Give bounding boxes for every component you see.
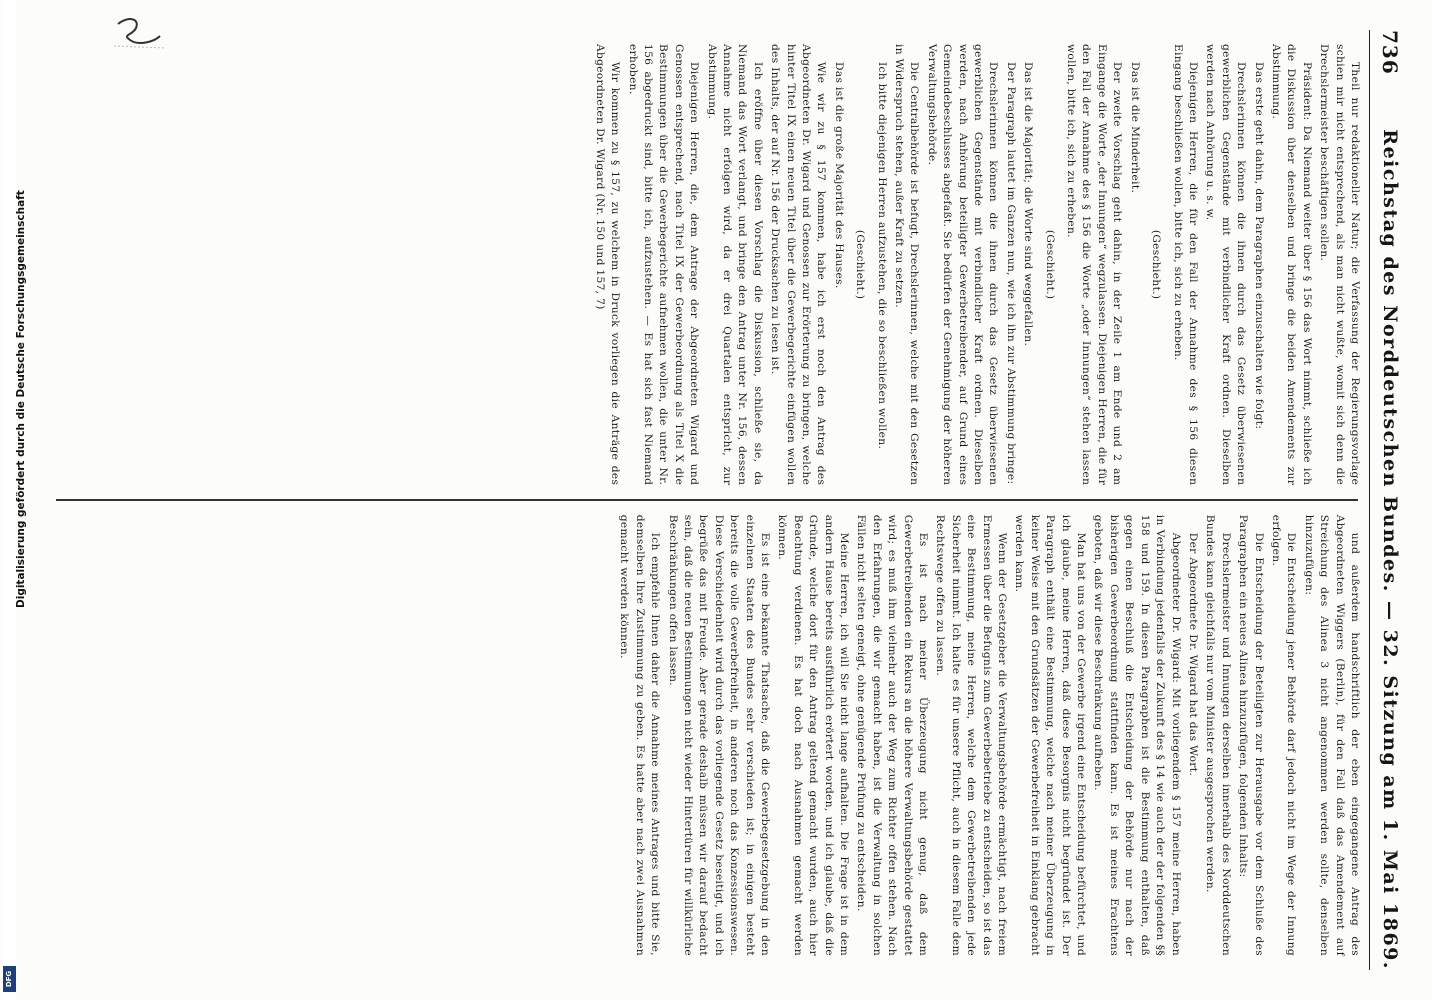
paragraph: (Geschieht.) (854, 229, 867, 300)
paragraph: Der zweite Vorschlag geht dahin, in der Zeile 1 am Ende und 2 am Eingange die Worte „der Innungen“ wegzulassen. Diejenigen Herren, die für den Fall der Annahme des § 156 die Worte „oder Innungen“ stehen lassen wollen, bitte ich, sich zu erheben. (1065, 44, 1124, 486)
paragraph: (Geschieht.) (1150, 229, 1163, 300)
paragraph: Abgeordneter Dr. Wigard: Mit vorliegendem § 157 meine Herren, haben in Verbindung jedenfalls der Zukunft des § 14 wie auch der der folgenden §§ 158 und 159. In diesen Paragraphen ist die Bestimmung enthalten, daß gegen einen Beschluß die Entscheidung der Behörde nur nach der bisherigen Gewerbeordnung stattfinden kann. Es ist meines Erachtens geboten, daß wir diese Beschränkung aufheben. (1092, 514, 1182, 956)
dfg-logo (3, 966, 16, 992)
paragraph: Wenn der Gesetzgeber die Verwaltungsbehörde ermächtigt, nach freiem Ermessen über die Befugnis zum Gewerbebetriebe zu entscheiden, so ist das eine Bestimmung, meine Herren, welche dem Gewerbetreibenden jede Sicherheit nimmt. Ich halte es für unsere Pflicht, auch in diesem Falle dem Rechtswege offen zu lassen. (934, 514, 1009, 956)
paragraph: Drechslermeister und Innungen derselben innerhalb des Norddeutschen Bundes kann gleichfalls nur vom Minister ausgesprochen werden. (1204, 514, 1232, 956)
paragraph: Die Centralbehörde ist befugt, Drechslerinnen, welche mit den Gesetzen in Widerspruch stehen, außer Kraft zu setzen. (893, 44, 921, 486)
paragraph: Diejenigen Herren, die für den Fall der Annahme des § 156 diesen Eingang beschließen wollen, bitte ich, sich zu erheben. (1171, 44, 1199, 486)
paragraph: Es ist eine bekannte Thatsache, daß die Gewerbegesetzgebung in den einzelnen Staaten des Bundes sehr verschieden ist; in einigen besteht bereits die volle Gewerbefreiheit, in anderen noch das Konzessionswesen. Diese Verschiedenheit wird durch das vorliegende Gesetz beseitigt, und ich begrüße das mit Freude. Aber gerade deshalb müssen wir darauf bedacht sein, daß die neuen Bestimmungen nicht wieder Hintertüren für willkürliche Beschränkungen offen lassen. (666, 514, 771, 956)
paragraph: Der Paragraph lautet im Ganzen nun, wie ich ihn zur Abstimmung bringe: (1004, 62, 1017, 485)
attribution-strip (2, 0, 27, 1000)
paragraph: Ich eröffne über diesen Vorschlag die Diskussion, schließe sie, da Niemand das Wort verlangt, und bringe den Antrag unter Nr. 156, dessen Annahme nicht erfolgen wird, da er drei Quartalen entspricht, zur Abstimmung. (705, 44, 764, 486)
left-column (52, 30, 1362, 499)
rotated-page (40, 30, 1410, 970)
text-columns (52, 30, 1362, 970)
paragraph: Drechslerinnen können die ihnen durch das Gesetz überwiesenen gewerblichen Gegenstände mit verbindlicher Kraft ordnen. Dieselben werden nach Anhörung u. s. w. (1204, 44, 1248, 486)
running-title: Reichstag des Norddeutschen Bundes. — 32. Sitzung am 1. Mai 1869. (1379, 129, 1401, 970)
running-header (1369, 30, 1410, 970)
paragraph: Ich bitte diejenigen Herren aufzustehen, die so beschließen wollen. (875, 62, 888, 450)
paragraph: Das ist die Majorität; die Worte sind weggefallen. (1022, 62, 1035, 347)
dfg-logo-text: DFG (5, 970, 14, 988)
paragraph: Drechslerinnen können die ihnen durch das Gesetz überwiesenen gewerblichen Gegenstände mit verbindlicher Kraft ordnen. Dieselben werden, nach Anhörung beteiligter Gewerbetreibender, auf Grund eines Gemeindebeschlusses abgefaßt. Sie bedürfen der Genehmigung der höheren Verwaltungsbehörde. (925, 44, 1000, 486)
paragraph: Der Abgeordnete Dr. Wigard hat das Wort. (1186, 532, 1199, 777)
paragraph: Das ist die Minderheit. (1128, 62, 1141, 194)
paragraph: Theil nur redaktioneller Natur; die Verfassung der Regierungsvorlage schien mir nicht entsprechend, als man nicht wußte, womit sich denn die Drechslermeister beschäftigen sollen. (1318, 44, 1361, 486)
paragraph: Präsident: Da Niemand weiter über § 156 das Wort nimmt, schließe ich die Diskussion über denselben und bringe die beiden Amendements zur Abstimmung. (1269, 44, 1313, 486)
paragraph: Man hat uns von der Gewerbe irgend eine Entscheidung befürchtet, und ich glaube, meine Herren, daß diese Besorgnis nicht begründet ist. Der Paragraph enthält eine Bestimmung, welche nach meiner Überzeugung in keiner Weise mit den Grundsätzen der Gewerbefreiheit in Einklang gebracht werden kann. (1013, 514, 1088, 956)
page-number: 736 (1378, 30, 1402, 75)
paragraph: Die Entscheidung der Beteiligten zur Herausgabe vor dem Schluße des Paragraphen ein neues Alinea hinzuzufügen, folgenden Inhalts: (1237, 514, 1265, 956)
paragraph: Diejenigen Herren, die, dem Antrage der Abgeordneten Wigard und Genossen entsprechend, nach Titel IX der Gewerbeordnung als Titel X die Bestimmungen über die Gewerbegerichte aufnehmen wollen, die unter Nr. 156 abgedruckt sind, bitte ich, aufzustehen. — Es hat sich fast Niemand erhoben. (626, 44, 701, 486)
paragraph: Das erste geht dahin, dem Paragraphen einzuschalten wie folgt: (1252, 62, 1265, 430)
paragraph: Das ist die große Majorität des Hauses. (832, 62, 845, 289)
paragraph: Wir kommen zu § 157, zu welchem in Druck vorliegen die Anträge des Abgeordneten Dr. Wigard (Nr. 150 und 157, 7) (593, 44, 622, 486)
paragraph: und außerdem handschriftlich der eben eingegangene Antrag des Abgeordneten Wiggers (Berlin), für den Fall daß das Amendement auf Streichung des Alinea 3 nicht angenommen werden sollte, denselben hinzuzufügen: (1302, 514, 1361, 956)
paragraph: Es ist nach meiner Überzeugung nicht genug, daß dem Gewerbetreibenden ein Rekurs an die höhere Verwaltungsbehörde gestattet wird; es muß ihm vielmehr auch der Weg zum Richter offen stehen. Nach den Erfahrungen, die wir gemacht haben, ist die Verwaltung in solchen Fällen nicht selten geneigt, ohne genügende Prüfung zu entscheiden. (855, 514, 930, 956)
paragraph: Meine Herren, ich will Sie nicht lange aufhalten. Die Frage ist in dem andern Hause bereits ausführlich erörtert worden, und ich glaube, daß die Gründe, welche dort für den Antrag geltend gemacht wurden, auch hier Beachtung verdienen. Es hat doch nach Ausnahmen gemacht werden können. (776, 514, 850, 956)
paragraph: (Geschieht.) (1043, 229, 1056, 300)
paragraph: Ich empfehle Ihnen daher die Annahme meines Antrages und bitte Sie, demselben Ihre Zustimmung zu geben. Es hatte aber nach zwei Ausnahmen gemacht werden können. (618, 514, 662, 956)
attribution-text: Digitalisierung gefördert durch die Deutsche Forschungsgemeinschaft (15, 190, 27, 608)
paragraph: Wie wir zu § 157 kommen, habe ich erst noch den Antrag des Abgeordneten Dr. Wigard und Genossen zur Erörterung zu bringen, welche hinter Titel IX einen neuen Titel über die Gewerbegerichte einfügen wollen des Inhalts, der auf Nr. 156 der Drucksachen zu lesen ist. (769, 44, 828, 486)
paragraph: Die Entscheidung jener Behörde darf jedoch nicht im Wege der Innung erfolgen. (1269, 514, 1298, 956)
right-column (52, 501, 1362, 970)
